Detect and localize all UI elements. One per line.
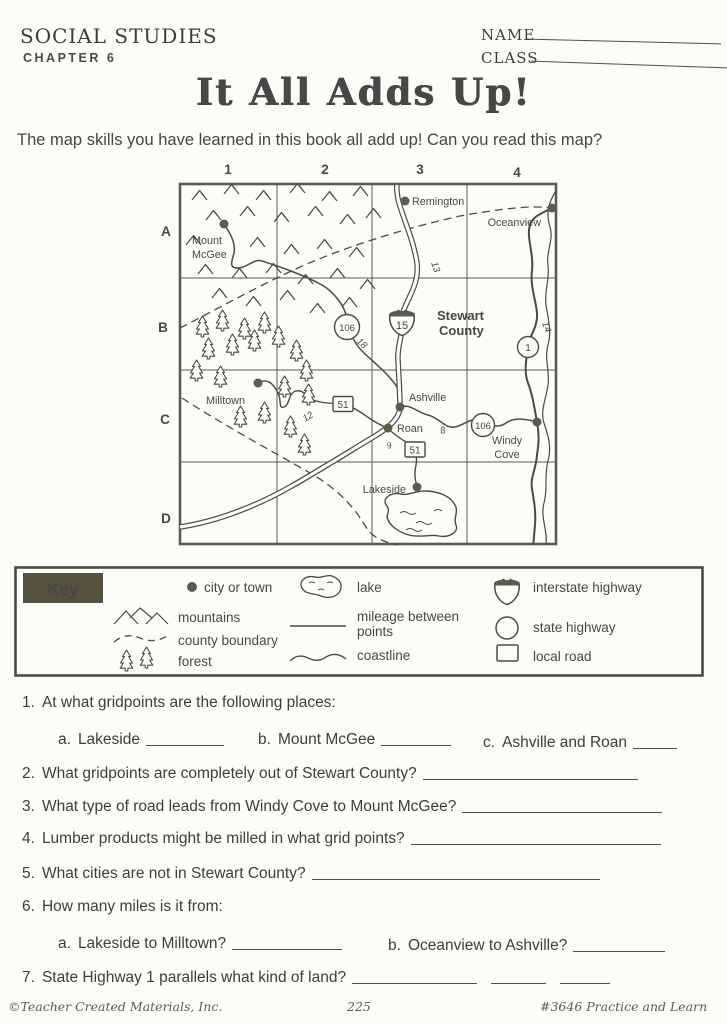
row-label-c: C: [160, 412, 170, 427]
oceanview-dot: [548, 204, 557, 213]
key-state-highway-label: state highway: [533, 620, 616, 635]
question-1b: b. Mount McGee: [258, 730, 451, 749]
answer-blank-7: [352, 968, 477, 984]
key-city-label: city or town: [204, 580, 273, 595]
key-title: Key: [47, 580, 79, 599]
question-6a: a. Lakeside to Milltown?: [58, 934, 342, 953]
svg-text:15: 15: [395, 320, 409, 332]
roan-label: Roan: [397, 423, 423, 435]
mileage-8: 8: [438, 424, 447, 437]
question-6b: b. Oceanview to Ashville?: [388, 936, 665, 955]
col-label-3: 3: [416, 162, 424, 177]
local-road-51-sign-south: [405, 442, 425, 457]
key-local-road-label: local road: [533, 649, 592, 664]
mileage-12: 12: [300, 409, 316, 425]
mileage-9: 9: [385, 439, 394, 451]
question-6: 6. How many miles is it from:: [22, 898, 223, 915]
county-name-label-2: County: [439, 323, 484, 338]
mount-mcgee-label-2: McGee: [192, 249, 227, 261]
roan-dot: [384, 424, 393, 433]
footer-copyright: ©Teacher Created Materials, Inc.: [8, 999, 223, 1014]
answer-blank-1a: [146, 730, 224, 746]
question-4: 4. Lumber products might be milled in what grid points?: [22, 829, 661, 848]
svg-text:106: 106: [475, 421, 491, 432]
ashville-label: Ashville: [409, 392, 447, 404]
question-1c: c. Ashville and Roan: [483, 733, 677, 752]
county-name-label-1: Stewart: [437, 308, 484, 323]
coastline: [543, 191, 556, 545]
page-title: It All Adds Up!: [195, 70, 532, 114]
mount-mcgee-dot: [220, 220, 229, 229]
answer-blank-3: [462, 797, 662, 813]
lakeside-label: Lakeside: [362, 484, 406, 496]
local-road-51-sign-west: [333, 397, 353, 412]
question-7: 7. State Highway 1 parallels what kind of land?: [22, 968, 610, 987]
windy-cove-label-1: Windy: [492, 435, 522, 447]
question-1: [22, 694, 336, 712]
key-mountains-label: mountains: [178, 610, 241, 625]
name-blank-line: [527, 39, 721, 45]
key-city-dot-icon: [187, 582, 197, 592]
question-1-number: 1.: [22, 694, 35, 711]
svg-text:51: 51: [409, 445, 421, 457]
col-label-2: 2: [321, 162, 329, 177]
key-county-boundary-label: county boundary: [178, 633, 278, 648]
oceanview-label: Oceanview: [487, 217, 541, 229]
key-lake-label: lake: [357, 580, 382, 595]
forest-symbols: [190, 310, 315, 455]
chapter-heading: CHAPTER 6: [23, 51, 117, 65]
lake-shape: [385, 491, 456, 537]
map-key: [14, 566, 704, 677]
remington-dot: [401, 197, 410, 206]
answer-blank-5: [312, 864, 600, 880]
windy-cove-label-2: Cove: [494, 449, 520, 461]
class-label: CLASS: [481, 49, 539, 67]
key-forest-label: forest: [178, 654, 212, 669]
class-blank-line: [531, 61, 727, 69]
stewart-county-map: [150, 155, 570, 555]
answer-blank-6a: [232, 934, 342, 950]
svg-text:1: 1: [525, 343, 531, 354]
svg-text:106: 106: [339, 323, 355, 334]
name-label: NAME: [481, 26, 536, 44]
question-1a: a. Lakeside: [58, 730, 224, 749]
lakeside-dot: [413, 483, 422, 492]
row-label-b: B: [158, 320, 168, 335]
milltown-dot: [254, 379, 263, 388]
mileage-numbers: [301, 260, 553, 451]
question-3: 3. What type of road leads from Windy Cove to Mount McGee?: [22, 797, 662, 816]
question-5: 5. What cities are not in Stewart County?: [22, 864, 600, 883]
milltown-label: Milltown: [206, 395, 245, 407]
mileage-14: 14: [539, 320, 554, 334]
state-highway-1-sign: [518, 337, 539, 358]
subject-heading: SOCIAL STUDIES: [20, 24, 218, 48]
answer-blank-4: [411, 829, 661, 845]
mileage-18: 18: [353, 336, 370, 352]
ashville-dot: [396, 403, 405, 412]
row-label-a: A: [161, 224, 171, 239]
question-1-text: At what gridpoints are the following places:: [41, 694, 336, 711]
footer-page-number: 225: [347, 999, 371, 1014]
route-106-sign-west: [335, 315, 360, 340]
col-label-1: 1: [224, 162, 232, 177]
mount-mcgee-label-1: Mount: [192, 235, 223, 247]
key-coastline-label: coastline: [357, 648, 411, 663]
key-mileage-label-2: points: [357, 624, 394, 639]
mileage-13: 13: [428, 260, 443, 274]
remington-label: Remington: [412, 196, 465, 208]
key-interstate-label: interstate highway: [533, 580, 642, 595]
footer-book-title: #3646 Practice and Learn: [540, 999, 708, 1014]
answer-blank-1b: [381, 730, 451, 746]
answer-blank-2: [423, 764, 638, 780]
windy-cove-dot: [533, 418, 542, 427]
route-106-sign-east: [472, 414, 495, 437]
route-106-west-road: [224, 224, 397, 387]
answer-blank-6b: [573, 936, 665, 952]
intro-text: The map skills you have learned in this book all add up! Can you read this map?: [17, 131, 603, 149]
question-2: 2. What gridpoints are completely out of Stewart County?: [22, 764, 638, 783]
answer-blank-1c: [633, 733, 677, 749]
col-label-4: 4: [513, 165, 521, 180]
key-mileage-label-1: mileage between: [357, 609, 460, 624]
row-label-d: D: [161, 511, 171, 526]
svg-text:51: 51: [337, 400, 349, 411]
interstate-15-shield: [390, 311, 415, 336]
